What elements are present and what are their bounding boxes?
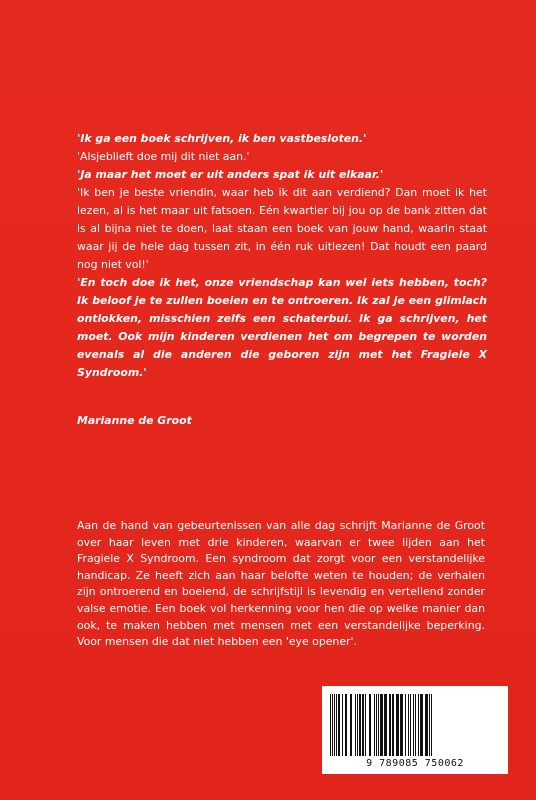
barcode-bar bbox=[336, 694, 337, 756]
barcode-bar bbox=[359, 694, 361, 756]
barcode-bar bbox=[355, 694, 356, 756]
barcode-bar bbox=[396, 694, 399, 756]
barcode-bar bbox=[334, 694, 335, 756]
barcode-bar bbox=[378, 694, 379, 756]
barcode-bar bbox=[342, 694, 343, 756]
barcode-bar bbox=[369, 694, 371, 756]
barcode-bar bbox=[415, 694, 416, 756]
barcode-bar bbox=[332, 694, 333, 756]
barcode-bar bbox=[413, 694, 414, 756]
barcode-bar bbox=[431, 694, 432, 756]
barcode-bar bbox=[400, 694, 403, 756]
barcode-bar bbox=[405, 694, 406, 756]
dialogue-block bbox=[77, 130, 487, 382]
barcode-bar bbox=[418, 694, 419, 756]
barcode-bar bbox=[384, 694, 387, 756]
barcode-bar bbox=[365, 694, 366, 756]
author-signature: Marianne de Groot bbox=[77, 414, 192, 427]
dialogue-line-2: 'Alsjeblieft doe mij dit niet aan.' bbox=[77, 150, 250, 163]
barcode-bar bbox=[380, 694, 383, 756]
barcode-bar bbox=[374, 694, 375, 756]
dialogue-line-4: 'Ik ben je beste vriendin, waar heb ik dit aan verdiend? Dan moet ik het lezen, al is het maar uit fatsoen. Eén kwartier bij jou op de bank zitten dat is al bijna niet te doen, laat staan een boek van jouw hand, waarin staat waar jij de hele dag tussen zit, in één ruk uitlezen! Dat houdt een paard nog niet vol!' bbox=[77, 186, 487, 271]
barcode-bar bbox=[362, 694, 364, 756]
barcode-bar bbox=[389, 694, 391, 756]
barcode-bar bbox=[392, 694, 394, 756]
barcode-bar bbox=[408, 694, 409, 756]
barcode-bar bbox=[429, 694, 430, 756]
barcode-bar bbox=[410, 694, 411, 756]
barcode-bar bbox=[338, 694, 340, 756]
book-blurb: Aan de hand van gebeurtenissen van alle dag schrijft Marianne de Groot over haar leven met drie kinderen, waarvan er twee lijden aan het Fragiele X Syndroom. Een syndroom dat zorgt voor een verstandelijke handicap. Ze heeft zich aan haar belofte weten te houden; de verhalen zijn ontroerend en boeiend, de schrijfstijl is levendig en vertellend zonder valse emotie. Een boek vol herkenning voor hen die op welke manier dan ook, te maken hebben met mensen met een verstandelijke beperking. Voor mensen die dat niet hebben een 'eye opener'. bbox=[77, 519, 485, 649]
dialogue-line-5: 'En toch doe ik het, onze vriendschap kan wel iets hebben, toch? Ik beloof je te zullen boeien en te ontroeren. Ik zal je een glimlach ontlokken, misschien zelfs een schaterbui. Ik ga schrijven, het moet. Ook mijn kinderen verdienen het om begrepen te worden evenals al die anderen die geboren zijn met het Fragiele X Syndroom.' bbox=[77, 276, 487, 379]
barcode-bar bbox=[345, 694, 347, 756]
barcode bbox=[322, 686, 508, 774]
isbn-digits: 9 789085 750062 bbox=[366, 758, 464, 769]
barcode-bar bbox=[425, 694, 428, 756]
barcode-bar bbox=[330, 694, 331, 756]
barcode-bar bbox=[350, 694, 352, 756]
barcode-bar bbox=[420, 694, 423, 756]
dialogue-line-1: 'Ik ga een boek schrijven, ik ben vastbesloten.' bbox=[77, 132, 367, 145]
barcode-bar bbox=[357, 694, 358, 756]
dialogue-line-3: 'Ja maar het moet er uit anders spat ik uit elkaar.' bbox=[77, 168, 384, 181]
barcode-bar bbox=[376, 694, 377, 756]
